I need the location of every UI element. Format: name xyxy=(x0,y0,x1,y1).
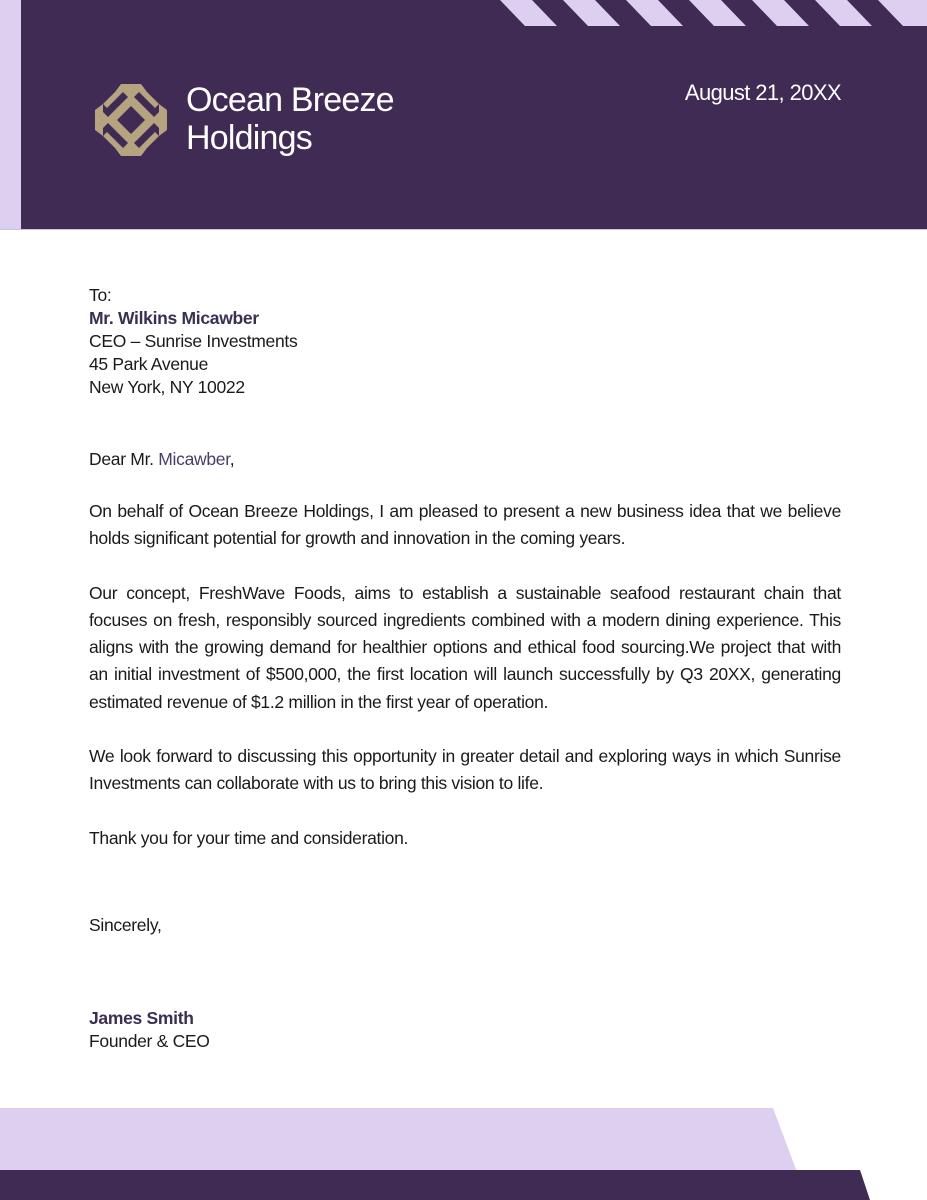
signer-name: James Smith xyxy=(89,1007,194,1028)
geometric-diamond-logo-icon xyxy=(95,84,167,156)
valediction: Sincerely, xyxy=(89,914,162,935)
footer-primary-band xyxy=(0,1170,870,1200)
salutation xyxy=(89,448,841,471)
company-name-line1: Ocean Breeze xyxy=(186,81,394,119)
recipient-block xyxy=(89,284,841,399)
body-paragraph: Thank you for your time and consideration. xyxy=(89,827,409,848)
footer-accent-band xyxy=(0,1108,800,1172)
letterhead-header xyxy=(0,0,927,230)
salutation-prefix: Dear Mr. xyxy=(89,449,159,469)
recipient-address-line1: 45 Park Avenue xyxy=(89,354,209,374)
salutation-suffix: , xyxy=(229,449,235,469)
header-divider xyxy=(0,229,927,230)
body-paragraph: Our concept, FreshWave Foods, aims to establish a sustainable seafood restaurant chain that focuses on fresh, responsibly sourced ingredients combined with a modern dining experience. This aligns with the growing demand for healthier options and ethical food sourcing.We project that with an initial investment of $500,000, the first location will launch successfully by Q3 20XX, generating estimated revenue of $1.2 million in the first year of operation. xyxy=(89,582,841,712)
body-paragraph: We look forward to discussing this opportunity in greater detail and exploring ways in which Sunrise Investments can collaborate with us to bring this vision to life. xyxy=(89,746,841,794)
recipient-title: CEO – Sunrise Investments xyxy=(89,331,298,351)
company-name-line2: Holdings xyxy=(186,119,312,157)
recipient-name: Mr. Wilkins Micawber xyxy=(89,308,259,328)
letter-date: August 21, 20XX xyxy=(684,80,841,105)
salutation-name: Micawber xyxy=(158,449,230,469)
header-accent-strip xyxy=(0,0,21,230)
recipient-label: To: xyxy=(89,285,112,305)
body-paragraph: On behalf of Ocean Breeze Holdings, I am pleased to present a new business idea that we believe holds significant potential for growth and innovation in the coming years. xyxy=(89,501,841,549)
decorative-stripes xyxy=(490,0,927,26)
letter-body xyxy=(89,284,841,1053)
signer-title: Founder & CEO xyxy=(89,1030,210,1051)
company-name xyxy=(186,81,394,157)
recipient-address-line2: New York, NY 10022 xyxy=(89,377,245,397)
